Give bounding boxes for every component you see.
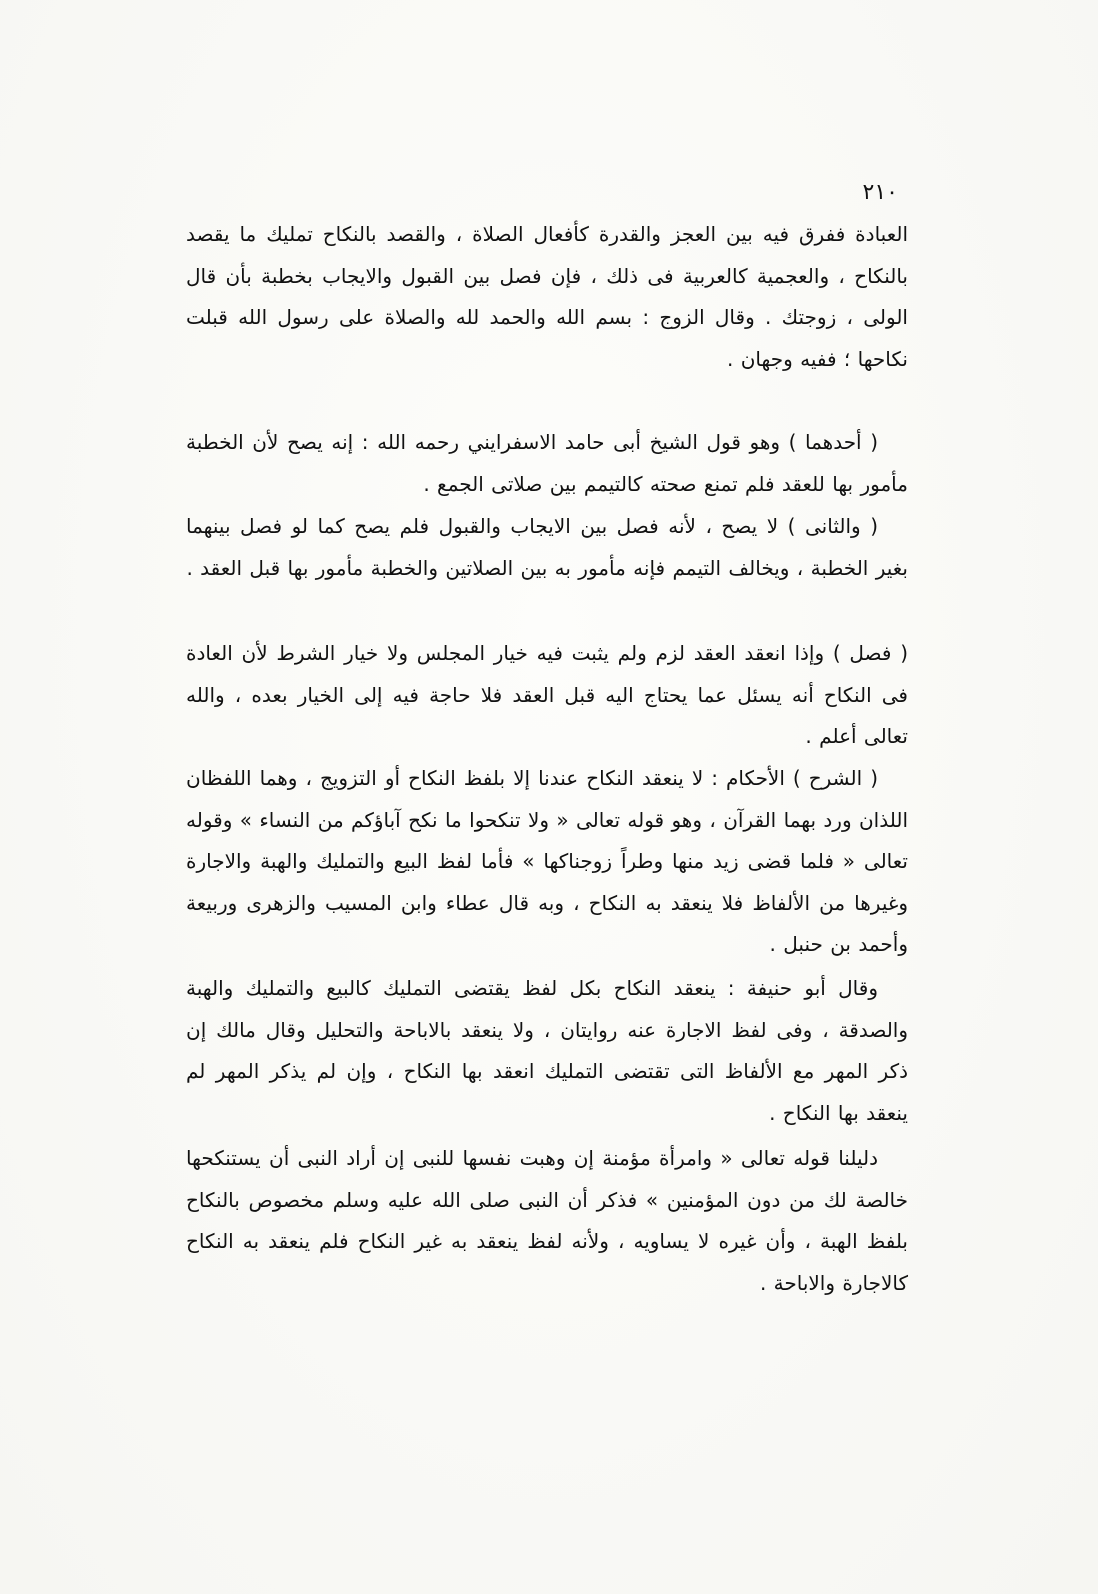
paragraph-text: وقال أبو حنيفة : ينعقد النكاح بكل لفظ يقتضى التمليك كالبيع والتمليك والهبة والصدقة ، وفى لفظ الاجارة عنه روايتان ، ولا ينعقد بالاباحة والتحليل وقال مالك إن ذكر المهر مع الألفاظ التى تقتضى التمليك انعقد بها النكاح ، وإن لم يذكر المهر لم ينعقد بها النكاح . <box>186 976 908 1125</box>
paragraph-abu-hanifa <box>186 968 908 1134</box>
paragraph-text: ( فصل ) وإذا انعقد العقد لزم ولم يثبت فيه خيار المجلس ولا خيار الشرط لأن العادة فى النكاح أنه يسئل عما يحتاج اليه قبل العقد فلا حاجة فيه إلى الخيار بعده ، والله تعالى أعلم . <box>186 641 908 748</box>
page-number: ٢١٠ <box>862 180 898 205</box>
paragraph-section <box>186 633 908 758</box>
paragraph-text: ( والثانى ) لا يصح ، لأنه فصل بين الايجاب والقبول فلم يصح كما لو فصل بينهما بغير الخطبة ، ويخالف التيمم فإنه مأمور به بين الصلاتين والخطبة مأمور بها قبل العقد . <box>186 514 908 580</box>
paragraph-evidence <box>186 1138 908 1304</box>
paragraph-commentary <box>186 758 908 966</box>
paragraph-continuation <box>186 214 908 380</box>
paragraph-second-view <box>186 506 908 589</box>
paragraph-text: ( أحدهما ) وهو قول الشيخ أبى حامد الاسفرايني رحمه الله : إنه يصح لأن الخطبة مأمور بها للعقد فلم تمنع صحته كالتيمم بين صلاتى الجمع . <box>186 430 908 496</box>
paragraph-text: ( الشرح ) الأحكام : لا ينعقد النكاح عندنا إلا بلفظ النكاح أو التزويج ، وهما اللفظان اللذان ورد بهما القرآن ، وهو قوله تعالى « ولا تنكحوا ما نكح آباؤكم من النساء » وقوله تعالى « فلما قضى زيد منها وطراً زوجناكها » فأما لفظ البيع والتمليك والهبة والاجارة وغيرها من الألفاظ فلا ينعقد به النكاح ، وبه قال عطاء وابن المسيب والزهرى وربيعة وأحمد بن حنبل . <box>186 766 908 956</box>
paragraph-text: دليلنا قوله تعالى « وامرأة مؤمنة إن وهبت نفسها للنبى إن أراد النبى أن يستنكحها خالصة لك من دون المؤمنين » فذكر أن النبى صلى الله عليه وسلم مخصوص بالنكاح بلفظ الهبة ، وأن غيره لا يساويه ، ولأنه لفظ ينعقد به غير النكاح فلم ينعقد به النكاح كالاجارة والاباحة . <box>186 1146 908 1295</box>
paragraph-text: العبادة ففرق فيه بين العجز والقدرة كأفعال الصلاة ، والقصد بالنكاح تمليك ما يقصد بالنكاح ، والعجمية كالعربية فى ذلك ، فإن فصل بين القبول والايجاب بخطبة بأن قال الولى ، زوجتك . وقال الزوج : بسم الله والحمد لله والصلاة على رسول الله قبلت نكاحها ؛ ففيه وجهان . <box>186 222 908 371</box>
paragraph-first-view <box>186 422 908 505</box>
